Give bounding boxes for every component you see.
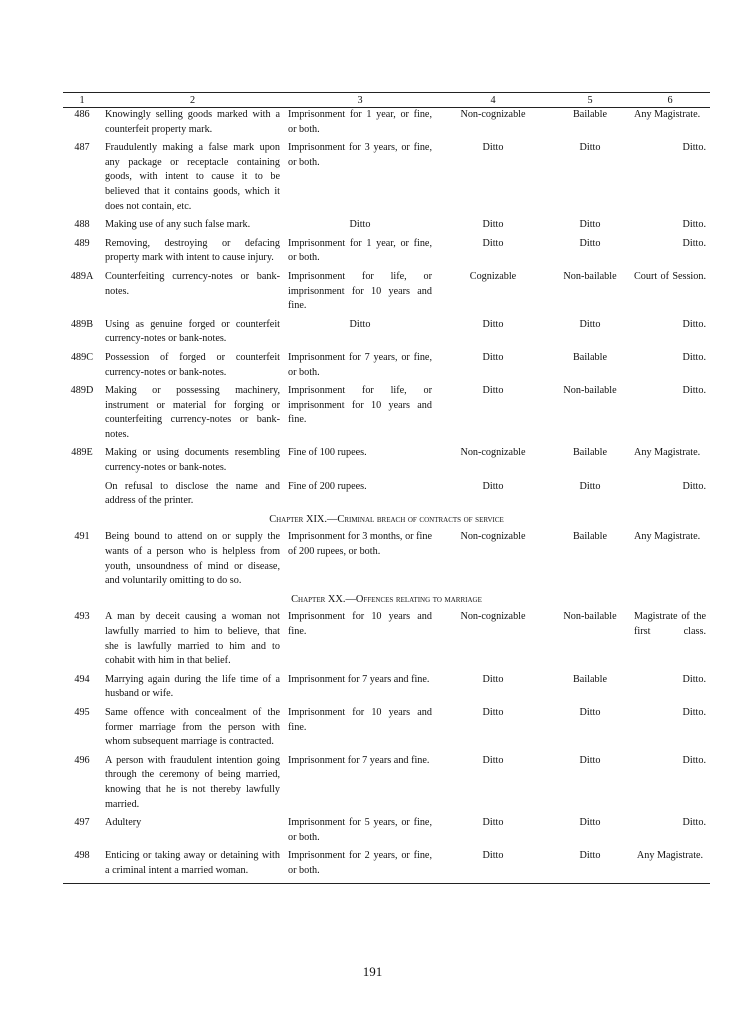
column-header-1: 1 [63,93,101,108]
section-number: 489E [71,447,93,459]
offence-cell: Possession of forged or counterfeit currency-notes or bank-notes. [105,351,280,378]
table-row [63,446,710,479]
triable-by-cell: Court of Session. [634,270,706,282]
column-header-4: 4 [436,93,550,108]
table-row [63,270,710,318]
offence-cell: Same offence with concealment of the former marriage from the person with whom subsequent marriage is contracted. [105,706,280,748]
cognizable-cell: Ditto [482,351,504,363]
chapter-heading-row [63,513,710,531]
punishment-cell: Imprisonment for 1 year, or fine, or both. [288,237,432,264]
triable-by-cell: Any Magistrate. [634,109,701,120]
cognizable-cell: Ditto [482,673,504,685]
offence-cell: Making or possessing machinery, instrument or material for forging or counterfeiting currency-notes or bank-notes. [105,385,280,440]
triable-by-cell: Any Magistrate. [630,849,710,883]
section-number: 491 [74,531,90,543]
table-row [63,318,710,351]
section-number: 498 [63,849,101,883]
bailable-cell: Ditto [579,754,601,766]
table-row [63,530,710,592]
bailable-cell: Non-bailable [563,611,617,623]
chapter-number: Chapter XX. [291,593,346,605]
punishment-cell: Fine of 100 rupees. [288,447,367,459]
bailable-cell: Ditto [579,706,601,718]
triable-by-cell: Ditto. [682,706,706,718]
bailable-cell: Ditto [579,219,601,231]
offences-table [63,92,710,884]
table-row [63,108,710,142]
bailable-cell: Bailable [573,531,607,543]
punishment-cell: Imprisonment for 2 years, or fine, or both. [284,849,436,883]
section-number: 488 [74,219,90,231]
section-number [63,480,101,513]
table-row [63,351,710,384]
offence-cell: Being bound to attend on or supply the wants of a person who is helpless from youth, unsoundness of mind or disease, and voluntarily omitting to do so. [105,531,280,587]
column-header-5: 5 [550,93,630,108]
punishment-cell: Ditto [349,318,371,330]
section-number: 489B [70,318,94,330]
bailable-cell: Ditto [550,849,630,883]
bailable-cell: Non-bailable [563,385,617,397]
triable-by-cell: Ditto. [682,351,706,363]
chapter-title: —Criminal breach of contracts of service [327,513,504,525]
punishment-cell: Imprisonment for life, or imprisonment for 10 years and fine. [288,385,432,426]
cognizable-cell: Cognizable [469,270,517,282]
punishment-cell: Ditto [349,219,371,231]
chapter-title: —Offences relating to marriage [345,593,482,605]
cognizable-cell: Ditto [482,142,504,154]
table-row [63,218,710,237]
offence-cell: Using as genuine forged or counterfeit currency-notes or bank-notes. [105,318,280,345]
header-row [63,93,710,108]
section-number: 487 [74,142,90,154]
table-row [63,384,710,446]
punishment-cell: Imprisonment for 10 years and fine. [288,706,432,733]
punishment-cell: Imprisonment for 7 years, or fine, or both. [288,351,432,378]
column-header-3: 3 [284,93,436,108]
cognizable-cell: Non-cognizable [460,447,526,459]
section-number: 493 [74,611,90,623]
section-number: 489D [70,385,94,397]
page-content [63,92,710,884]
cognizable-cell: Ditto [482,754,504,766]
triable-by-cell: Ditto. [682,385,706,397]
bailable-cell: Ditto [579,142,601,154]
section-number: 489 [74,237,90,249]
bailable-cell: Ditto [579,318,601,330]
triable-by-cell: Any Magistrate. [634,531,701,543]
punishment-cell: Imprisonment for 1 year, or fine, or both. [288,109,432,135]
punishment-cell: Imprisonment for 7 years and fine. [288,754,430,766]
punishment-cell: Imprisonment for 10 years and fine. [288,611,432,637]
chapter-heading [63,593,710,611]
offence-cell: Adultery [105,817,142,829]
bailable-cell: Bailable [573,351,607,363]
section-number: 496 [74,754,90,766]
offence-cell: A man by deceit causing a woman not lawfully married to him to believe, that she is lawfully married to him and to cohabit with him in that belief. [105,611,280,667]
triable-by-cell: Magistrate of the first class. [634,611,706,637]
cognizable-cell: Ditto [482,480,504,492]
offence-cell: Fraudulently making a false mark upon any package or receptacle containing goods, with intent to cause it to be believed that it contains goods, which it does not contain, etc. [105,142,280,212]
offence-cell: Removing, destroying or defacing property mark with intent to cause injury. [105,237,280,264]
bailable-cell: Ditto [579,480,601,492]
page-number: 191 [362,964,383,979]
cognizable-cell: Ditto [436,849,550,883]
cognizable-cell: Ditto [482,706,504,718]
cognizable-cell: Ditto [482,385,504,397]
bailable-cell: Bailable [573,447,607,459]
section-number: 495 [74,706,90,718]
offence-cell: Enticing or taking away or detaining with a criminal intent a married woman. [101,849,284,883]
triable-by-cell: Ditto. [682,237,706,249]
punishment-cell: Imprisonment for 7 years and fine. [288,673,430,685]
table-row [63,480,710,513]
bailable-cell: Ditto [579,237,601,249]
punishment-cell: Imprisonment for 3 years, or fine, or both. [288,142,432,168]
offence-cell: Counterfeiting currency-notes or bank-notes. [105,270,280,297]
chapter-heading-row [63,593,710,611]
table-row [63,610,710,672]
punishment-cell: Fine of 200 rupees. [288,480,367,492]
table-row [63,237,710,270]
table-row [63,849,710,883]
triable-by-cell: Ditto. [682,318,706,330]
cognizable-cell: Ditto [482,219,504,231]
table-row [63,706,710,754]
triable-by-cell: Any Magistrate. [634,447,701,459]
triable-by-cell: Ditto. [682,817,706,829]
section-number: 489C [70,351,94,363]
cognizable-cell: Non-cognizable [460,109,526,120]
bailable-cell: Ditto [579,817,601,829]
section-number: 497 [74,817,90,829]
bailable-cell: Bailable [573,673,607,685]
table-row [63,816,710,849]
offence-cell: Marrying again during the life time of a husband or wife. [105,673,280,700]
table-row [63,673,710,706]
punishment-cell: Imprisonment for 3 months, or fine of 200 rupees, or both. [288,531,432,558]
triable-by-cell: Ditto. [682,480,706,492]
section-number: 486 [74,109,90,120]
cognizable-cell: Ditto [482,817,504,829]
bailable-cell: Non-bailable [563,270,617,282]
offence-cell: Making or using documents resembling currency-notes or bank-notes. [105,447,280,474]
column-header-6: 6 [630,93,710,108]
triable-by-cell: Ditto. [682,142,706,154]
table-row [63,754,710,816]
offence-cell: Knowingly selling goods marked with a counterfeit property mark. [105,109,280,135]
cognizable-cell: Ditto [482,318,504,330]
triable-by-cell: Ditto. [682,754,706,766]
bailable-cell: Bailable [573,109,607,120]
section-number: 489A [70,270,94,282]
column-header-2: 2 [101,93,284,108]
table-row [63,141,710,218]
triable-by-cell: Ditto. [682,219,706,231]
offence-cell: A person with fraudulent intention going through the ceremony of being married, knowing that he is not thereby lawfully married. [105,754,280,810]
cognizable-cell: Non-cognizable [460,611,526,623]
cognizable-cell: Non-cognizable [460,531,526,543]
chapter-number: Chapter XIX. [269,513,328,525]
offence-cell: Making use of any such false mark. [105,219,251,231]
triable-by-cell: Ditto. [682,673,706,685]
cognizable-cell: Ditto [482,237,504,249]
section-number: 494 [74,673,90,685]
punishment-cell: Imprisonment for 5 years, or fine, or both. [288,817,432,843]
offence-cell: On refusal to disclose the name and address of the printer. [105,480,280,507]
chapter-heading [63,513,710,531]
punishment-cell: Imprisonment for life, or imprisonment for 10 years and fine. [288,270,432,312]
